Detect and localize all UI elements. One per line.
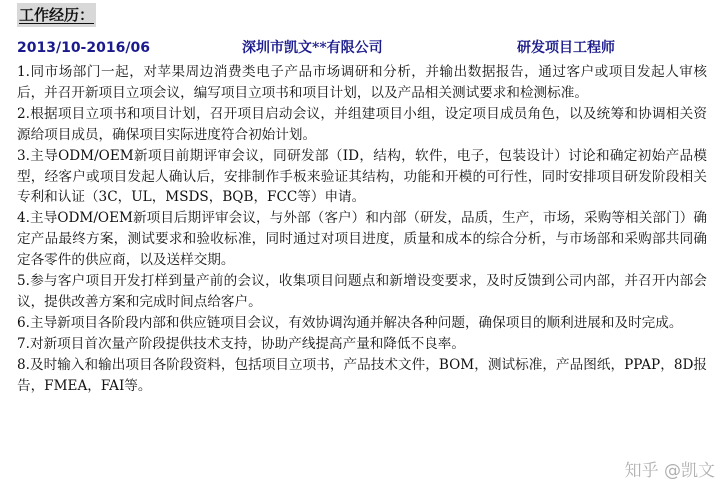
duty-item: 1.同市场部门一起，对苹果周边消费类电子产品市场调研和分析，并输出数据报告，通过客户或项目发起人审核后，并召开新项目立项会议，编写项目立项书和项目计划，以及产品相关测试要求和检测标准。 — [17, 64, 707, 101]
duty-item: 7.对新项目首次量产阶段提供技术支持，协助产线提高产量和降低不良率。 — [17, 335, 465, 352]
duty-list — [17, 62, 707, 397]
job-title: 研发项目工程师 — [517, 40, 615, 56]
section-title: 工作经历： — [17, 3, 96, 27]
duty-item: 3.主导ODM/OEM新项目前期评审会议，同研发部（ID，结构，软件，电子，包装设计）讨论和确定初始产品模型，经客户或项目发起人确认后，安排制作手板来验证其结构，功能和开模的可行性，同时安排项目研发阶段相关专利和认证（3C，UL，MSDS，BQB，FCC等）申请。 — [17, 147, 707, 206]
job-header — [17, 38, 707, 58]
job-company: 深圳市凯文**有限公司 — [242, 40, 383, 56]
duty-item: 2.根据项目立项书和项目计划，召开项目启动会议，并组建项目小组，设定项目成员角色，以及统筹和协调相关资源给项目成员，确保项目实际进度符合初始计划。 — [17, 105, 707, 143]
duty-item: 8.及时输入和输出项目各阶段资料，包括项目立项书，产品技术文件，BOM，测试标准，产品图纸，PPAP，8D报告，FMEA，FAI等。 — [17, 356, 707, 394]
watermark: 知乎 @凯文 — [624, 461, 715, 481]
duty-item: 6.主导新项目各阶段内部和供应链项目会议，有效协调沟通并解决各种问题，确保项目的顺利进展和及时完成。 — [17, 314, 683, 331]
job-period: 2013/10-2016/06 — [17, 40, 150, 56]
duty-item: 4.主导ODM/OEM新项目后期评审会议，与外部（客户）和内部（研发，品质，生产，市场，采购等相关部门）确定产品最终方案，测试要求和验收标准，同时通过对项目进度，质量和成本的综合分析，与市场部和采购部共同确定各零件的供应商，以及送样交期。 — [17, 210, 707, 269]
duty-item: 5.参与客户项目开发打样到量产前的会议，收集项目问题点和新增设变要求，及时反馈到公司内部，并召开内部会议，提供改善方案和完成时间点给客户。 — [17, 273, 707, 310]
